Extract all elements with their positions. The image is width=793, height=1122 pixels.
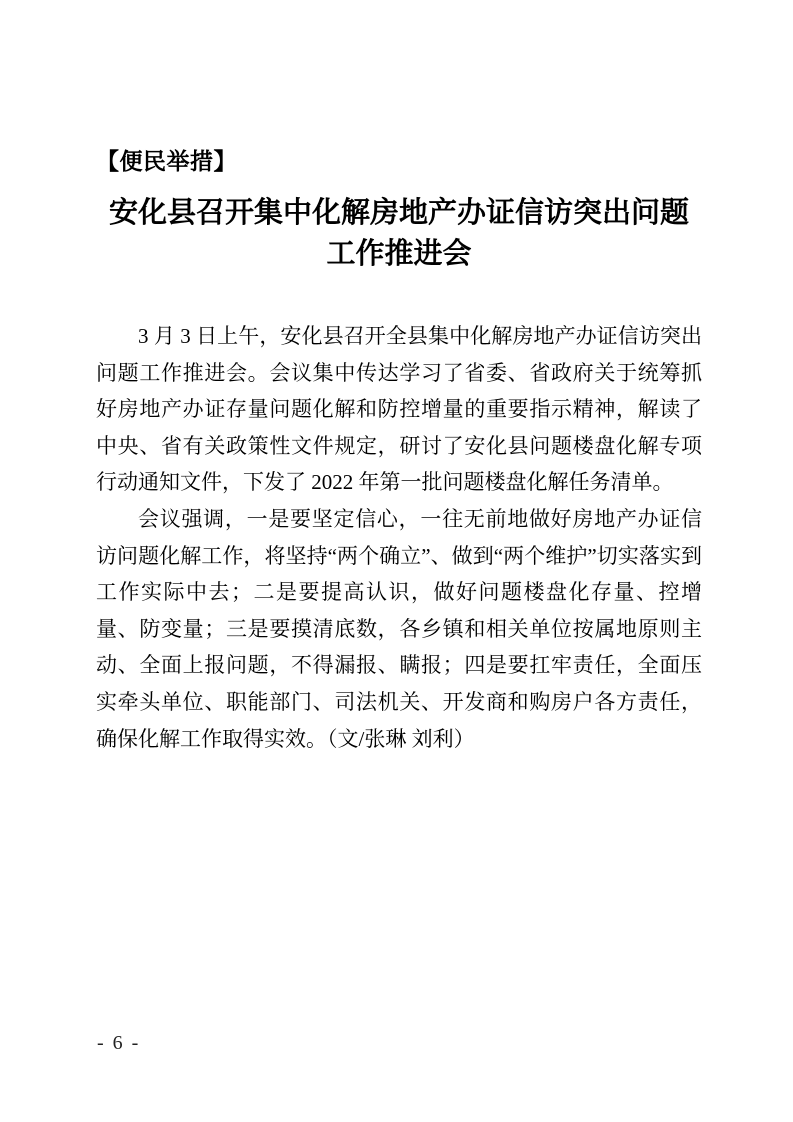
document-title-line-1: 安化县召开集中化解房地产办证信访突出问题: [108, 197, 689, 229]
document-title-line-2: 工作推进会: [326, 238, 472, 270]
page-number: - 6 -: [97, 1032, 141, 1054]
section-header: 【便民举措】: [96, 148, 237, 174]
document-title: [95, 193, 703, 275]
paragraph-1: 3 月 3 日上午，安化县召开全县集中化解房地产办证信访突出问题工作推进会。会议集中传达学习了省委、省政府关于统筹抓好房地产办证存量问题化解和防控增量的重要指示精神，解读了中央、省有关政策性文件规定，研讨了安化县问题楼盘化解专项行动通知文件，下发了 2022 年第一批问题楼盘化解任务清单。: [96, 324, 702, 495]
paragraph-2: 会议强调，一是要坚定信心，一往无前地做好房地产办证信访问题化解工作，将坚持“两个确立”、做到“两个维护”切实落实到工作实际中去；二是要提高认识，做好问题楼盘化存量、控增量、防变量；三是要摸清底数，各乡镇和相关单位按属地原则主动、全面上报问题，不得漏报、瞒报；四是要扛牢责任，全面压实牵头单位、职能部门、司法机关、开发商和购房户各方责任，确保化解工作取得实效。（文/张琳 刘利）: [96, 506, 702, 751]
document-body: [96, 318, 702, 757]
